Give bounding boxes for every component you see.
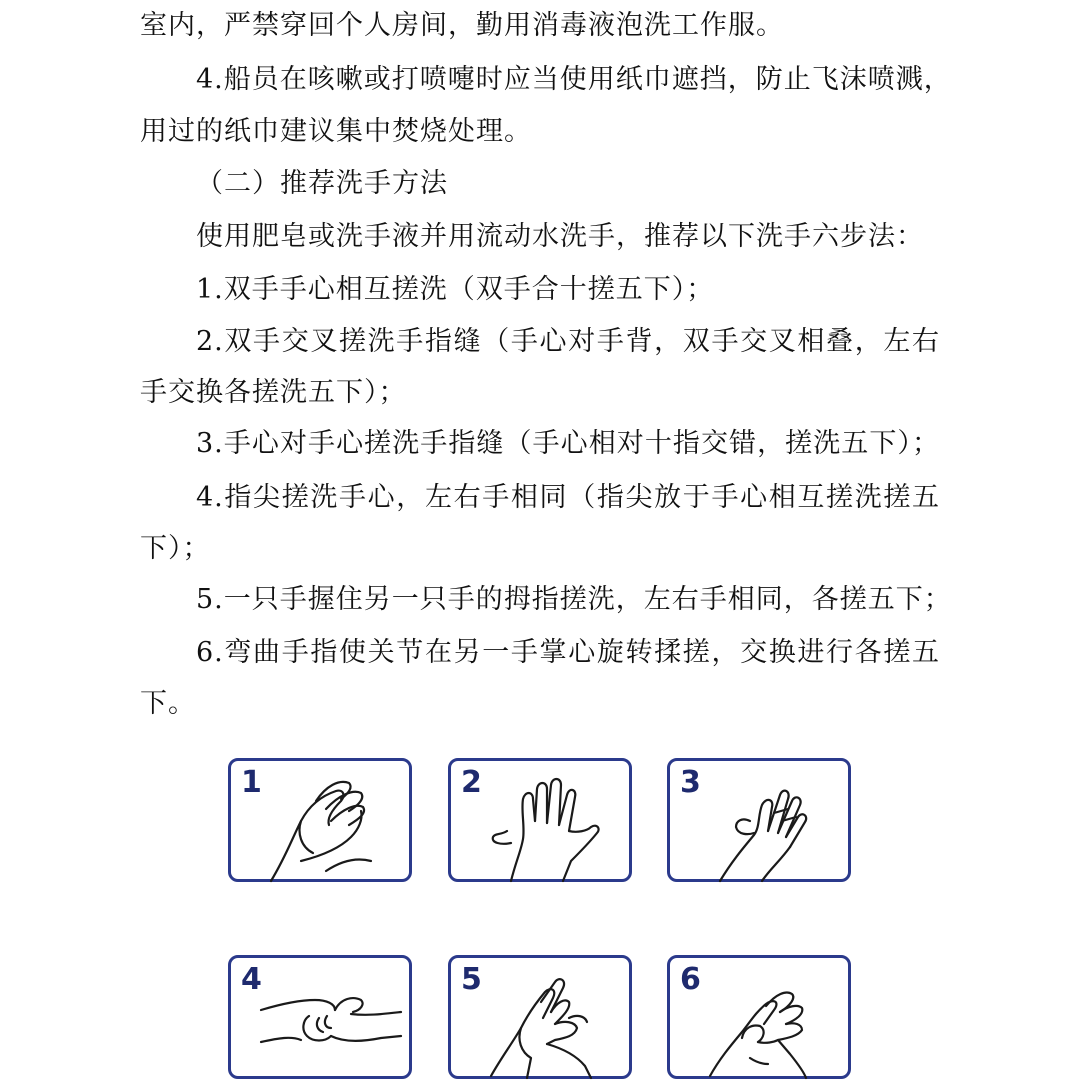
step-2-text: 2.双手交叉搓洗手指缝（手心对手背，双手交叉相叠，左右 [196,326,940,357]
step-panel-4 [228,955,412,1079]
step-number: 6 [680,962,701,997]
text-line-3: 用过的纸巾建议集中焚烧处理。 [140,116,532,147]
step-panel-1 [228,758,412,882]
step-number: 4 [241,962,262,997]
text-line-1: 室内，严禁穿回个人房间，勤用消毒液泡洗工作服。 [140,10,784,41]
step-3-text: 3.手心对手心搓洗手指缝（手心相对十指交错，搓洗五下）； [196,428,940,459]
interlaced-fingers-back-icon [451,761,635,885]
fingertips-in-palm-icon [231,958,415,1082]
step-panel-5 [448,955,632,1079]
step-6-text-cont: 下。 [140,688,196,719]
palm-to-palm-icon [231,761,415,885]
step-1-text: 1.双手手心相互搓洗（双手合十搓五下）； [196,274,715,305]
step-4-text: 4.指尖搓洗手心，左右手相同（指尖放于手心相互搓洗搓五 [196,482,940,513]
section-heading: （二）推荐洗手方法 [196,168,448,199]
interlaced-fingers-palm-icon [670,761,854,885]
step-number: 1 [241,765,262,800]
step-number: 5 [461,962,482,997]
step-number: 2 [461,765,482,800]
step-panel-3 [667,758,851,882]
text-line-5: 使用肥皂或洗手液并用流动水洗手，推荐以下洗手六步法： [196,221,924,252]
step-2-text-cont: 手交换各搓洗五下）； [140,377,407,408]
step-5-text: 5.一只手握住另一只手的拇指搓洗，左右手相同，各搓五下； [196,584,952,615]
step-panel-6 [667,955,851,1079]
thumb-rotation-icon [451,958,635,1082]
step-number: 3 [680,765,701,800]
step-panel-2 [448,758,632,882]
text-line-2: 4.船员在咳嗽或打喷嚏时应当使用纸巾遮挡，防止飞沫喷溅， [196,64,952,95]
knuckles-in-palm-icon [670,958,854,1082]
step-6-text: 6.弯曲手指使关节在另一手掌心旋转揉搓，交换进行各搓五 [196,637,940,668]
step-4-text-cont: 下）； [140,533,211,564]
